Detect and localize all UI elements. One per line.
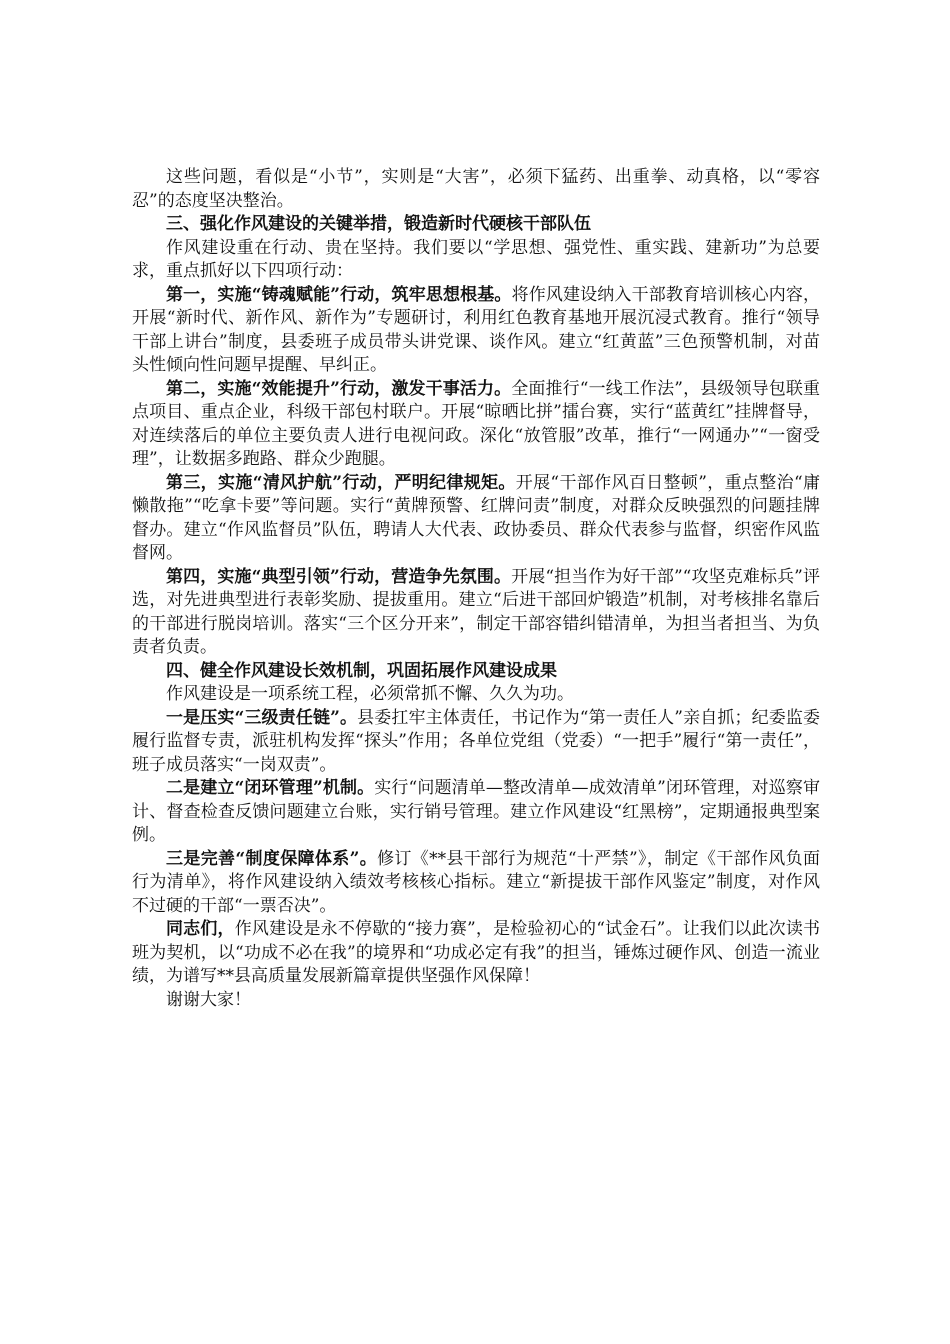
paragraph-lead: 三是完善“制度保障体系”。 — [166, 848, 378, 869]
document-page — [132, 166, 820, 1012]
paragraph — [132, 848, 820, 919]
paragraph-lead: 第四，实施“典型引领”行动，营造争先氛围。 — [166, 566, 512, 587]
section-heading: 四、健全作风建设长效机制，巩固拓展作风建设成果 — [166, 660, 557, 681]
paragraph-text: 谢谢大家！ — [166, 989, 251, 1010]
paragraph — [132, 472, 820, 566]
paragraph — [132, 284, 820, 378]
paragraph-lead: 第三，实施“清风护航”行动，严明纪律规矩。 — [166, 472, 516, 493]
paragraph-text: 全面推行“一线工作法”，县级领导包联重点项目、重点企业，科级干部包村联户。开展“晾晒比拼”擂台赛，实行“蓝黄红”挂牌督导，对连续落后的单位主要负责人进行电视问政。深化“放管服”改革，推行“一网通办”“一窗受理”，让数据多跑路、群众少跑腿。 — [132, 378, 820, 469]
paragraph-text: 这些问题，看似是“小节”，实则是“大害”，必须下猛药、出重拳、动真格，以“零容忍”的态度坚决整治。 — [132, 167, 820, 211]
paragraph — [132, 378, 820, 472]
paragraph-lead: 一是压实“三级责任链”。 — [166, 707, 358, 728]
paragraph — [132, 566, 820, 660]
paragraph — [132, 777, 820, 848]
section-heading: 三、强化作风建设的关键举措，锻造新时代硬核干部队伍 — [166, 214, 591, 234]
paragraph-text: 开展“干部作风百日整顿”，重点整治“庸懒散拖”“吃拿卡要”等问题。实行“黄牌预警、红牌问责”制度，对群众反映强烈的问题挂牌督办。建立“作风监督员”队伍，聘请人大代表、政协委员、群众代表参与监督，织密作风监督网。 — [132, 472, 820, 563]
paragraph-lead: 二是建立“闭环管理”机制。 — [166, 778, 375, 798]
paragraph — [132, 166, 820, 213]
paragraph-text: 作风建设是永不停歇的“接力赛”，是检验初心的“试金石”。让我们以此次读书班为契机，以“功成不必在我”的境界和“功成必定有我”的担当，锤炼过硬作风、创造一流业绩，为谱写**县高质量发展新篇章提供坚强作风保障！ — [132, 919, 821, 986]
paragraph-text: 县委扛牢主体责任，书记作为“第一责任人”亲自抓；纪委监委履行监督专责，派驻机构发挥“探头”作用；各单位党组（党委）“一把手”履行“第一责任”，班子成员落实“一岗双责”。 — [132, 707, 820, 775]
paragraph-text: 作风建设是一项系统工程，必须常抓不懈、久久为功。 — [166, 684, 574, 704]
paragraph-text: 修订《**县干部行为规范“十严禁”》，制定《干部作风负面行为清单》，将作风建设纳入绩效考核核心指标。建立“新提拔干部作风鉴定”制度，对作风不过硬的干部“一票否决”。 — [132, 848, 820, 916]
paragraph — [132, 237, 820, 284]
paragraph-lead: 第二，实施“效能提升”行动，激发干事活力。 — [166, 378, 512, 399]
paragraph-text: 实行“问题清单—整改清单—成效清单”闭环管理，对巡察审计、督查检查反馈问题建立台账，实行销号管理。建立作风建设“红黑榜”，定期通报典型案例。 — [132, 778, 820, 845]
paragraph-text: 将作风建设纳入干部教育培训核心内容，开展“新时代、新作风、新作为”专题研讨，利用红色教育基地开展沉浸式教育。推行“领导干部上讲台”制度，县委班子成员带头讲党课、谈作风。建立“红黄蓝”三色预警机制，对苗头性倾向性问题早提醒、早纠正。 — [132, 284, 820, 375]
paragraph-text: 开展“担当作为好干部”“攻坚克难标兵”评选，对先进典型进行表彰奖励、提拔重用。建立“后进干部回炉锻造”机制，对考核排名靠后的干部进行脱岗培训。落实“三个区分开来”，制定干部容错纠错清单，为担当者担当、为负责者负责。 — [132, 566, 820, 657]
paragraph — [132, 918, 820, 989]
paragraph-lead: 第一，实施“铸魂赋能”行动，筑牢思想根基。 — [166, 284, 512, 305]
paragraph-text: 作风建设重在行动、贵在坚持。我们要以“学思想、强党性、重实践、建新功”为总要求，重点抓好以下四项行动： — [132, 237, 820, 281]
paragraph — [132, 989, 820, 1013]
paragraph — [132, 683, 820, 707]
paragraph — [132, 707, 820, 778]
paragraph-lead: 同志们， — [166, 919, 235, 939]
